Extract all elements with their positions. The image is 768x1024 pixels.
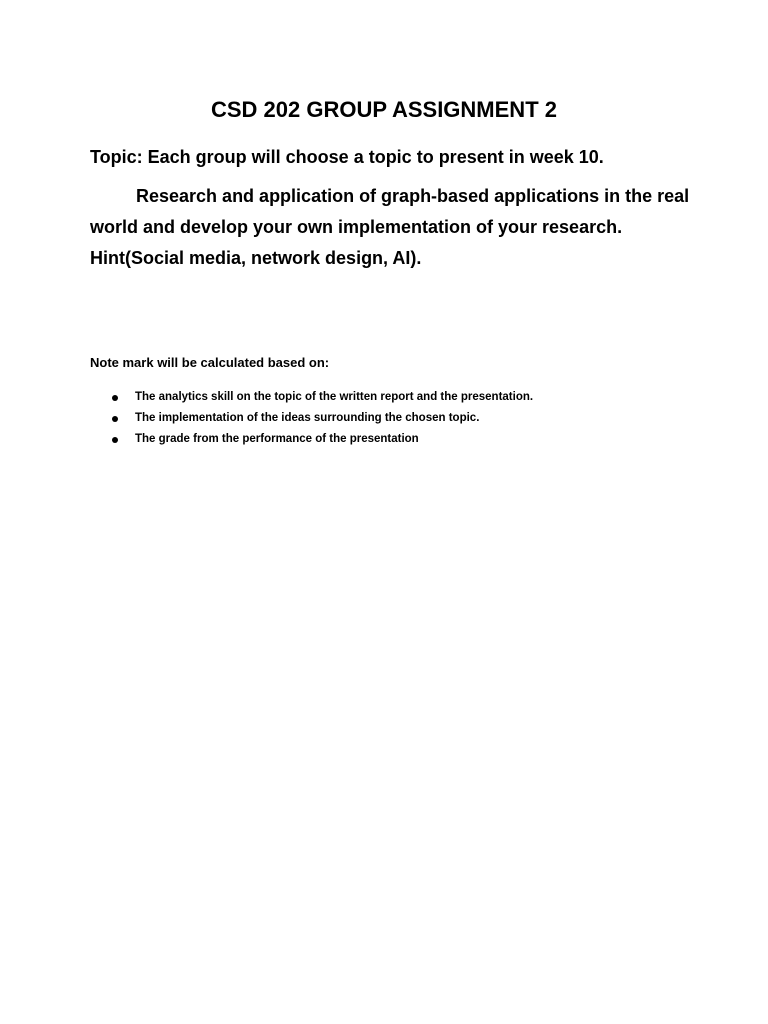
criteria-item xyxy=(90,408,710,429)
topic-line: Topic: Each group will choose a topic to present in week 10. xyxy=(90,147,604,167)
criteria-text: The implementation of the ideas surrounding the chosen topic. xyxy=(135,412,480,424)
bullet-icon xyxy=(112,437,118,443)
assignment-description: Research and application of graph-based applications in the real world and develop your own implementation of your research. Hint(Social media, network design, AI). xyxy=(90,186,690,268)
criteria-item xyxy=(90,387,710,408)
bullet-icon xyxy=(112,416,118,422)
marking-criteria-list xyxy=(90,387,710,450)
criteria-text: The grade from the performance of the presentation xyxy=(135,433,419,445)
criteria-text: The analytics skill on the topic of the written report and the presentation. xyxy=(135,391,534,403)
bullet-icon xyxy=(112,395,118,401)
marking-note-heading: Note mark will be calculated based on: xyxy=(90,355,330,370)
document-title: CSD 202 GROUP ASSIGNMENT 2 xyxy=(211,97,557,122)
criteria-item xyxy=(90,429,710,450)
